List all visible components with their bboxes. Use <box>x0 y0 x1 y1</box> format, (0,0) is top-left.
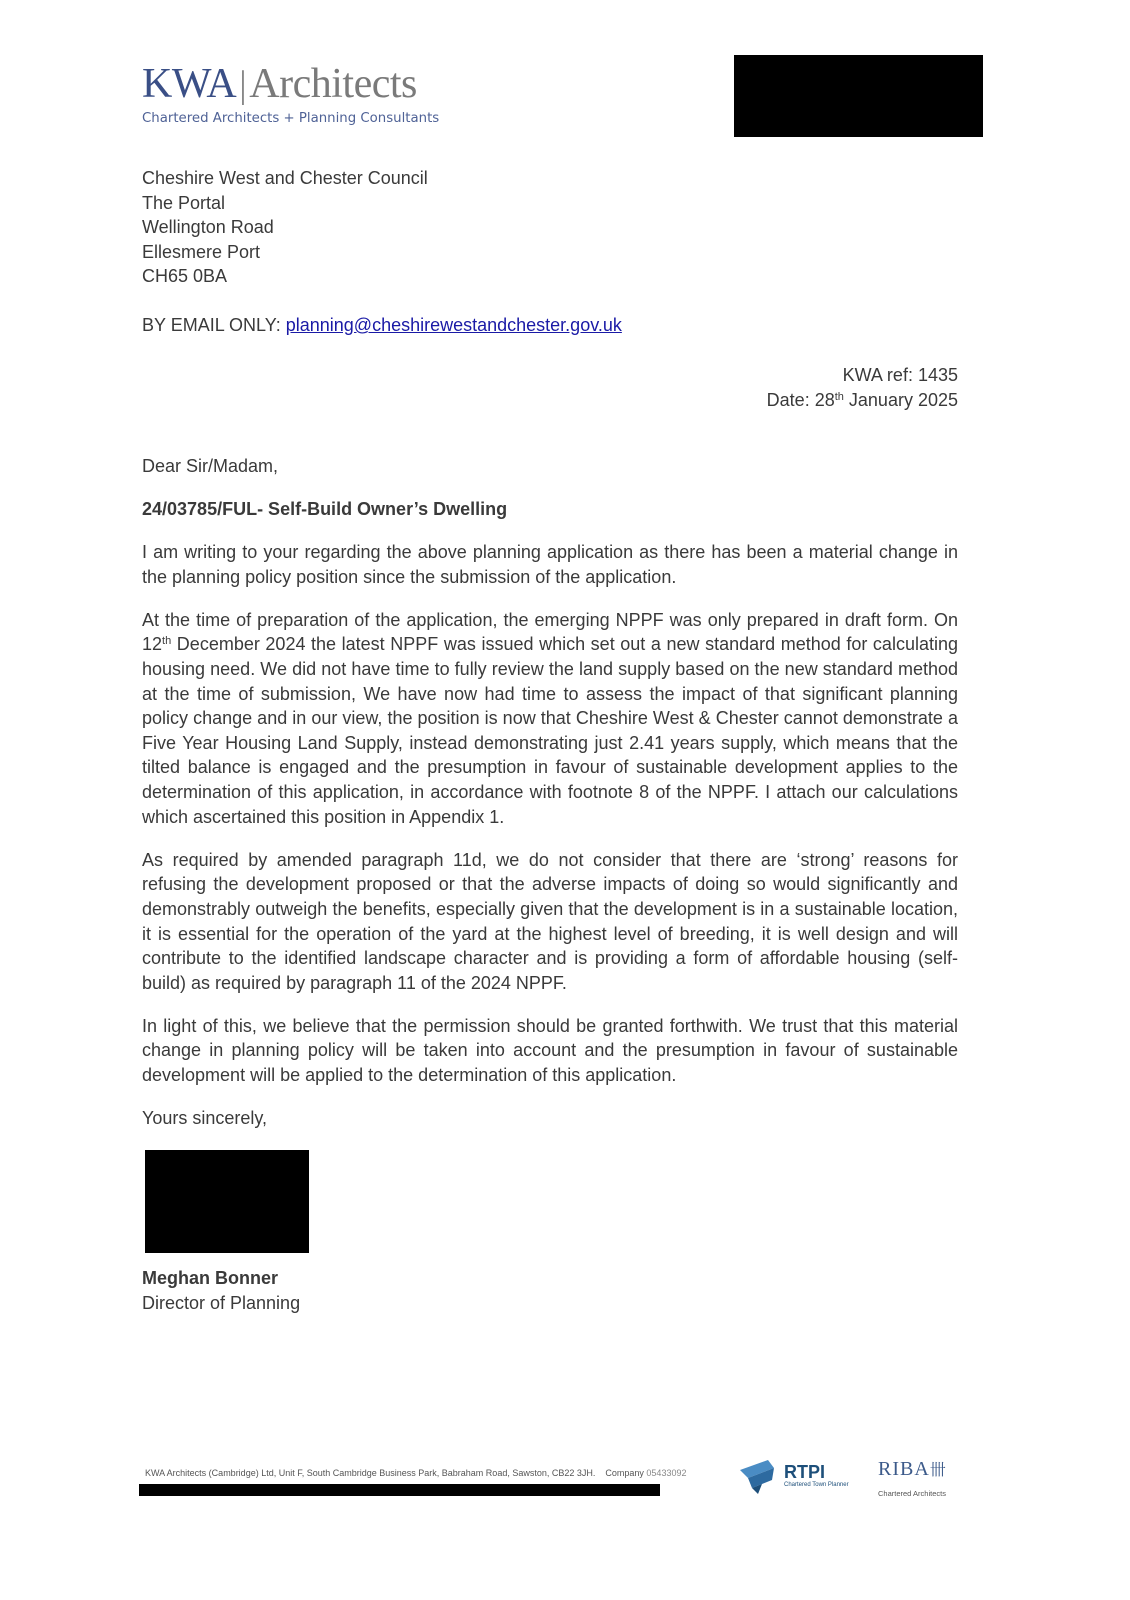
rtpi-text: RTPI <box>784 1462 826 1482</box>
footer-company-number: 05433092 <box>646 1468 687 1478</box>
riba-subtext: Chartered Architects <box>878 1489 946 1498</box>
email-line <box>142 313 622 338</box>
paragraph-2 <box>142 608 958 829</box>
riba-text: RIBA <box>878 1458 930 1480</box>
date-sup: th <box>834 390 844 403</box>
rtpi-emblem-icon <box>738 1458 778 1494</box>
signatory-name: Meghan Bonner <box>142 1268 279 1288</box>
email-link[interactable]: planning@cheshirewestandchester.gov.uk <box>285 315 622 335</box>
paragraph-4: In light of this, we believe that the permission should be granted forthwith. We trust that this material change in planning policy will be taken into account and the presumption in favour of sustainable development will be applied to the determination of this application. <box>142 1015 958 1085</box>
riba-logo <box>878 1458 947 1507</box>
email-label: BY EMAIL ONLY: <box>142 315 286 335</box>
reference-block <box>767 363 958 412</box>
para2-start: At the time of preparation of the application, the emerging NPPF was only prepared in draft form. On 12 <box>142 609 958 655</box>
date-suffix: January 2025 <box>843 389 958 410</box>
subject-line: 24/03785/FUL- Self-Build Owner’s Dwelling <box>142 499 508 520</box>
address-line: The Portal <box>142 192 226 213</box>
address-line: Wellington Road <box>142 217 274 238</box>
address-line: CH65 0BA <box>142 266 228 287</box>
footer-address <box>145 1461 686 1486</box>
footer-redaction-bar <box>139 1484 660 1496</box>
date-prefix: Date: 28 <box>766 389 835 410</box>
rtpi-subtext: Chartered Town Planner <box>784 1482 849 1488</box>
rtpi-logo <box>738 1458 849 1494</box>
kwa-logo <box>142 62 439 132</box>
para2-rest: December 2024 the latest NPPF was issued which set out a new standard method for calculating housing need. We did not have time to fully review the land supply based on the new standard method at the time of submission, We have now had time to assess the impact of that significant planning policy change and in our view, the position is now that Cheshire West & Chester cannot demonstrate a Five Year Housing Land Supply, instead demonstrating just 2.41 years supply, which means that the tilted balance is engaged and the presumption in favour of sustainable development applies to the determination of this application, in accordance with footnote 8 of the NPPF. I attach our calculations which ascertained this position in Appendix 1. <box>142 634 958 827</box>
kwa-ref: KWA ref: 1435 <box>842 365 958 385</box>
salutation: Dear Sir/Madam, <box>142 456 279 476</box>
logo-architects: Architects <box>249 61 417 107</box>
logo-separator: | <box>239 64 247 106</box>
footer-company-label: Company <box>605 1468 647 1478</box>
signatory-title: Director of Planning <box>142 1292 301 1313</box>
riba-emblem-icon: 卌 <box>929 1462 947 1479</box>
address-line: Ellesmere Port <box>142 241 261 262</box>
letter-date <box>767 388 958 413</box>
closing: Yours sincerely, <box>142 1108 268 1129</box>
logo-tagline: Chartered Architects + Planning Consultants <box>142 111 440 126</box>
signature-redaction <box>145 1150 309 1253</box>
para2-sup: th <box>162 635 172 648</box>
footer-company-address: KWA Architects (Cambridge) Ltd, Unit F, South Cambridge Business Park, Babraham Road, Sawston, CB22 3JH. <box>145 1468 596 1478</box>
paragraph-3: As required by amended paragraph 11d, we do not consider that there are ‘strong’ reasons for refusing the development proposed or that the adverse impacts of doing so would significantly and demonstrably outweigh the benefits, especially given that the development is in a sustainable location, it is essential for the operation of the yard at the highest level of breeding, it is well design and will contribute to the identified landscape character and is providing a form of affordable housing (self-build) as required by paragraph 11 of the 2024 NPPF. <box>142 849 958 993</box>
paragraph-1: I am writing to your regarding the above planning application as there has been a material change in the planning policy position since the submission of the application. <box>142 542 958 587</box>
letter-body <box>142 454 958 1149</box>
redaction-block-header <box>734 55 983 137</box>
recipient-address <box>142 166 428 289</box>
logo-kwa: KWA <box>142 61 237 107</box>
signatory <box>142 1266 300 1315</box>
address-line: Cheshire West and Chester Council <box>142 168 428 188</box>
